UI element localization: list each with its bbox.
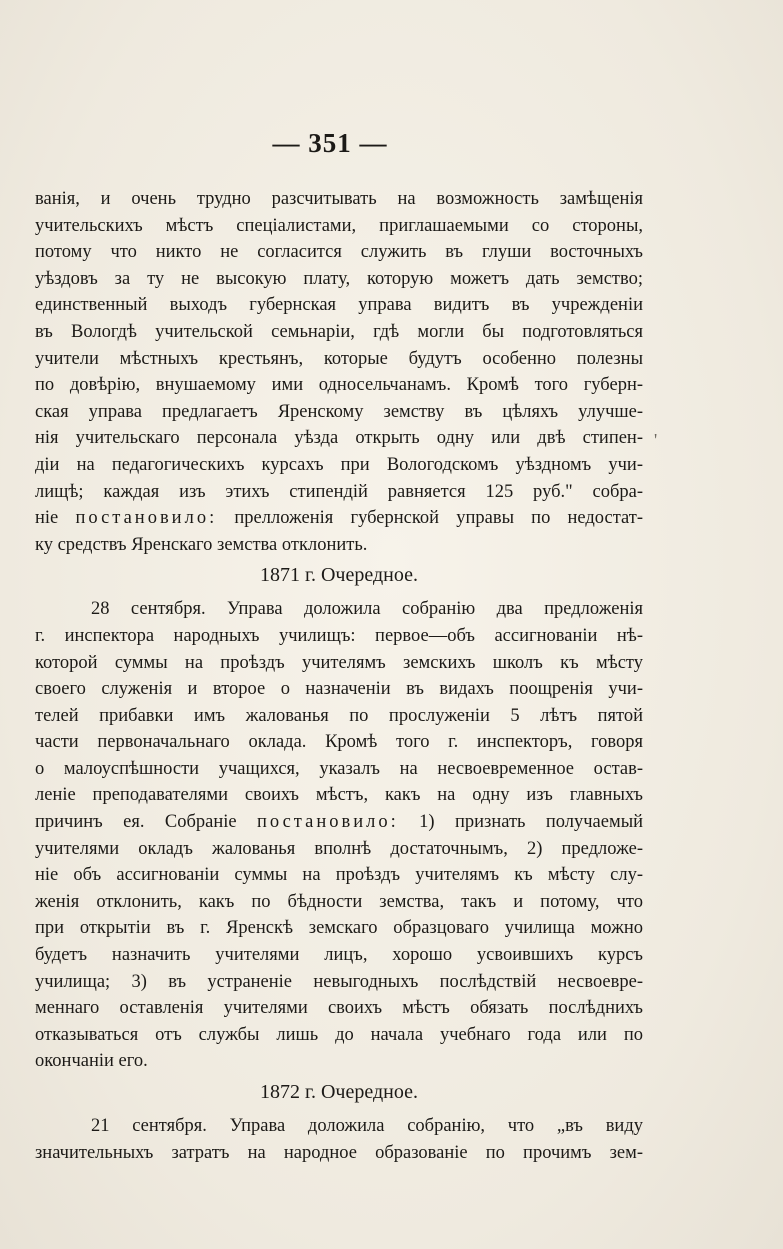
text-line: значительныхъ затратъ на народное образованіе по прочимъ зем- [35,1142,643,1163]
text-line: ская управа предлагаетъ Яренскому земству въ цѣляхъ улучше- [35,401,643,422]
text-line: которой суммы на проѣздъ учителямъ земскихъ школъ къ мѣсту [35,652,643,673]
text-line: части первоначальнаго оклада. Кромѣ того г. инспекторъ, говоря [35,732,643,753]
text-line: о малоуспѣшности учащихся, указалъ на несвоевременное остав- [35,758,643,779]
text-line: будетъ назначить учителями лицъ, хорошо усвоившихъ курсъ [35,945,643,966]
text-line: діи на педагогическихъ курсахъ при Вологодскомъ уѣздномъ учи- [35,454,643,475]
text-line: нія учительскаго персонала уѣзда открыть одну или двѣ стипен- [35,428,643,449]
spaced-word: постановило: [75,508,218,529]
spaced-word: постановило: [256,812,399,833]
text-line: леніе преподавателями своихъ мѣстъ, какъ на одну изъ главныхъ [35,785,643,806]
line-rest: 1) признать получаемый [419,812,643,833]
text-line: единственный выходъ губернская управа видитъ въ учрежденіи [35,295,643,316]
section-heading-1872: 1872 г. Очередное. [260,1081,418,1103]
text-line: отказываться отъ службы лишь до начала учебнаго года или по [35,1024,643,1045]
text-line: меннаго оставленія учителями своихъ мѣстъ обязать послѣднихъ [35,998,643,1019]
section-heading-1871: 1871 г. Очередное. [260,564,418,587]
line-prefix: ніе [35,508,59,529]
text-line [35,505,643,532]
text-line: женія отклонить, какъ по бѣдности земства, такъ и потому, что [35,891,643,912]
line-prefix: причинъ ея. Собраніе [35,812,237,833]
text-line: при открытіи въ г. Яренскѣ земскаго образцоваго училища можно [35,918,643,939]
line-rest: прелложенія губернской управы по недостат- [234,508,643,529]
text-line: 28 сентября. Управа доложила собранію два предложенія [91,599,643,620]
text-line: учителями окладъ жалованья вполнѣ достаточнымъ, 2) предложе- [35,838,643,859]
page-number: — 351 — [272,128,388,158]
text-line: лищѣ; каждая изъ этихъ стипендій равняется 125 руб." собра- [35,481,643,502]
margin-mark: ' [654,430,658,450]
text-line: учительскихъ мѣстъ спеціалистами, приглашаемыми со стороны, [35,215,643,236]
text-line: въ Вологдѣ учительской семьнаріи, гдѣ могли бы подготовляться [35,321,643,342]
text-line: по довѣрію, внушаемому ими односельчанамъ. Кромѣ того губерн- [35,375,643,396]
text-line: ніе объ ассигнованіи суммы на проѣздъ учителямъ къ мѣсту слу- [35,865,643,886]
body-text [35,186,643,1166]
text-line: учители мѣстныхъ крестьянъ, которые будутъ особенно полезны [35,348,643,369]
text-line: ку средствъ Яренскаго земства отклонить. [35,534,368,555]
text-line: 21 сентября. Управа доложила собранію, что „въ виду [91,1116,643,1136]
text-line: ванія, и очень трудно разсчитывать на возможность замѣщенія [35,189,643,209]
text-line [35,809,643,836]
text-line: г. инспектора народныхъ училищъ: первое—объ ассигнованіи нѣ- [35,625,643,646]
text-line: училища; 3) въ устраненіе невыгодныхъ послѣдствій несвоевре- [35,971,643,992]
text-line: своего служенія и второе о назначеніи въ видахъ поощренія учи- [35,679,643,700]
text-line: окончаніи его. [35,1051,148,1072]
text-line: уѣздовъ за ту не высокую плату, которую можетъ дать земство; [35,268,643,289]
text-line: телей прибавки имъ жалованья по прослуженіи 5 лѣтъ пятой [35,705,643,726]
text-line: потому что никто не согласится служить въ глуши восточныхъ [35,242,643,263]
